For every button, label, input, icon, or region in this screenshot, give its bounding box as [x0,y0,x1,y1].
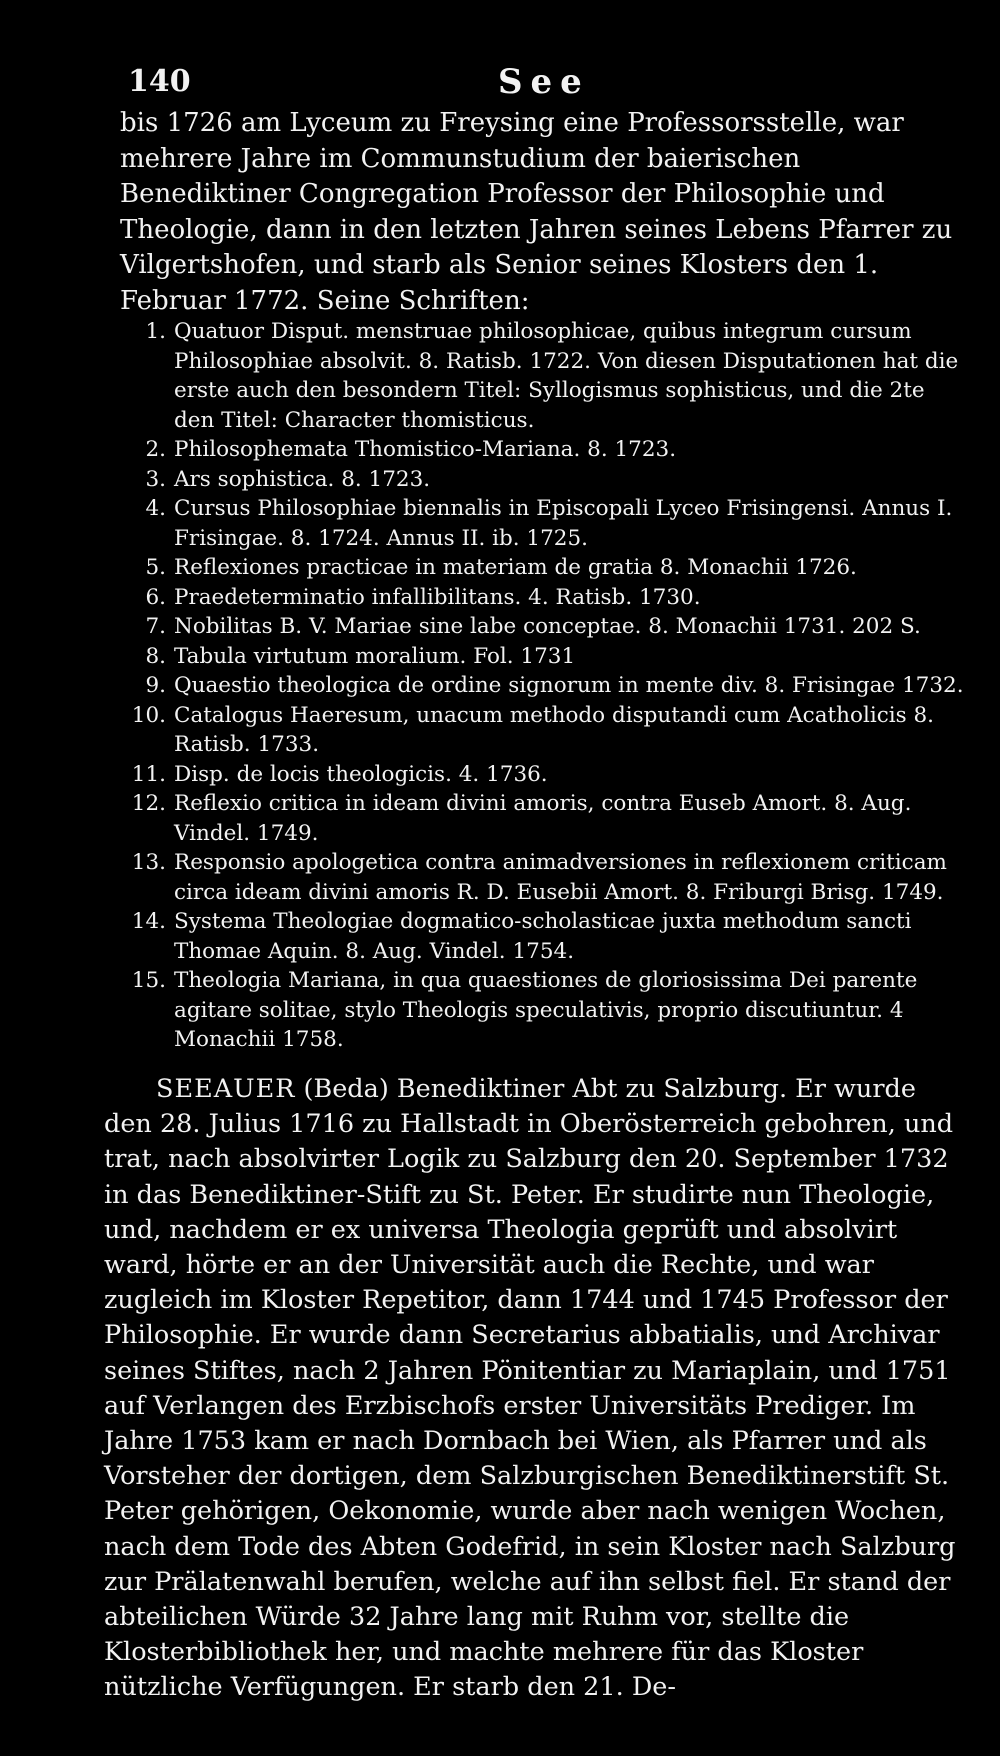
work-item [122,671,970,701]
work-number: 9. [145,673,166,698]
entry-paragraph [104,1072,970,1706]
entry-name: SEEAUER [156,1074,296,1104]
work-number: 11. [131,761,166,787]
work-item [122,465,970,495]
work-item [122,907,970,966]
work-title: Responsio apologetica contra animadversiones in reflexionem criticam circa ideam divini amoris R. D. Eusebii Amort. 8. Friburgi Brisg. 1749. [174,850,947,905]
work-title: Philosophemata Thomistico-Mariana. 8. 1723. [174,437,677,462]
running-head: See [498,62,590,102]
work-number: 1. [145,319,166,344]
work-item [122,553,970,583]
work-title: Quaestio theologica de ordine signorum in mente div. 8. Frisingae 1732. [174,673,964,698]
work-item [122,789,970,848]
works-list [122,317,970,1055]
work-title: Ars sophistica. 8. 1723. [174,466,431,492]
work-number: 14. [131,909,166,934]
work-number: 15. [131,968,166,993]
work-item [122,612,970,642]
work-title: Disp. de locis theologicis. 4. 1736. [174,761,548,787]
work-item [122,966,970,1055]
work-number: 2. [145,437,166,462]
work-number: 3. [145,466,166,492]
work-title: Tabula virtutum moralium. Fol. 1731 [174,643,576,669]
entry-text: (Beda) Benediktiner Abt zu Salzburg. Er wurde den 28. Julius 1716 zu Hallstadt in Oberösterreich gebohren, und trat, nach absolvirter Logik zu Salzburg den 20. September 1732 in das Benediktiner-Stift zu St. Peter. Er studirte nun Theologie, und, nachdem er ex universa Theologia geprüft und absolvirt ward, hörte er an der Universität auch die Rechte, und war zugleich im Kloster Repetitor, dann 1744 und 1745 Professor der Philosophie. Er wurde dann Secretarius abbatialis, und Archivar seines Stiftes, nach 2 Jahren Pönitentiar zu Mariaplain, und 1751 auf Verlangen des Erzbischofs erster Universitäts Prediger. Im Jahre 1753 kam er nach Dornbach bei Wien, als Pfarrer und als Vorsteher der dortigen, dem Salzburgischen Benediktinerstift St. Peter gehörigen, Oekonomie, wurde aber nach wenigen Wochen, nach dem Tode des Abten Godefrid, in sein Kloster nach Salzburg zur Prälatenwahl berufen, welche auf ihn selbst fiel. Er stand der abteilichen Würde 32 Jahre lang mit Ruhm vor, stellte die Klosterbibliothek her, und machte mehrere für das Kloster nützliche Verfügungen. Er starb den 21. De- [104,1074,956,1703]
page-header [128,64,968,108]
page-number: 140 [128,64,191,99]
work-item [122,583,970,613]
work-item [122,642,970,672]
work-item [122,494,970,553]
work-title: Reflexio critica in ideam divini amoris, contra Euseb Amort. 8. Aug. Vindel. 1749. [174,791,912,846]
work-number: 10. [131,702,166,728]
work-number: 7. [145,614,166,639]
work-number: 12. [131,791,166,816]
work-number: 8. [145,643,166,669]
work-item [122,317,970,435]
work-title: Nobilitas B. V. Mariae sine labe conceptae. 8. Monachii 1731. 202 S. [174,614,921,639]
work-title: Systema Theologiae dogmatico-scholasticae juxta methodum sancti Thomae Aquin. 8. Aug. Vindel. 1754. [174,909,912,964]
work-title: Praedeterminatio infallibilitans. 4. Ratisb. 1730. [174,584,701,610]
work-title: Theologia Mariana, in qua quaestiones de gloriosissima Dei parente agitare solitae, stylo Theologis speculativis, proprio discutiuntur. 4 Monachii 1758. [174,968,918,1052]
work-title: Quatuor Disput. menstruae philosophicae, quibus integrum cursum Philosophiae absolvit. 8. Ratisb. 1722. Von diesen Disputationen hat die erste auch den besondern Titel: Syllogismus sophisticus, und die 2te den Titel: Character thomisticus. [174,319,959,433]
work-item [122,760,970,790]
work-item [122,848,970,907]
work-title: Reflexiones practicae in materiam de gratia 8. Monachii 1726. [174,555,857,580]
work-number: 13. [131,850,166,875]
work-title: Cursus Philosophiae biennalis in Episcopali Lyceo Frisingensi. Annus I. Frisingae. 8. 1724. Annus II. ib. 1725. [174,496,953,551]
work-number: 4. [145,496,166,521]
intro-paragraph: bis 1726 am Lyceum zu Freysing eine Professorsstelle, war mehrere Jahre im Communstudium der baierischen Benediktiner Congregation Professor der Philosophie und Theologie, dann in den letzten Jahren seines Lebens Pfarrer zu Vilgertshofen, und starb als Senior seines Klosters den 1. Februar 1772. Seine Schriften: [120,108,953,316]
work-item [122,701,970,760]
work-number: 5. [145,555,166,580]
work-title: Catalogus Haeresum, unacum methodo disputandi cum Acatholicis 8. Ratisb. 1733. [174,702,934,757]
work-item [122,435,970,465]
work-number: 6. [145,584,166,610]
